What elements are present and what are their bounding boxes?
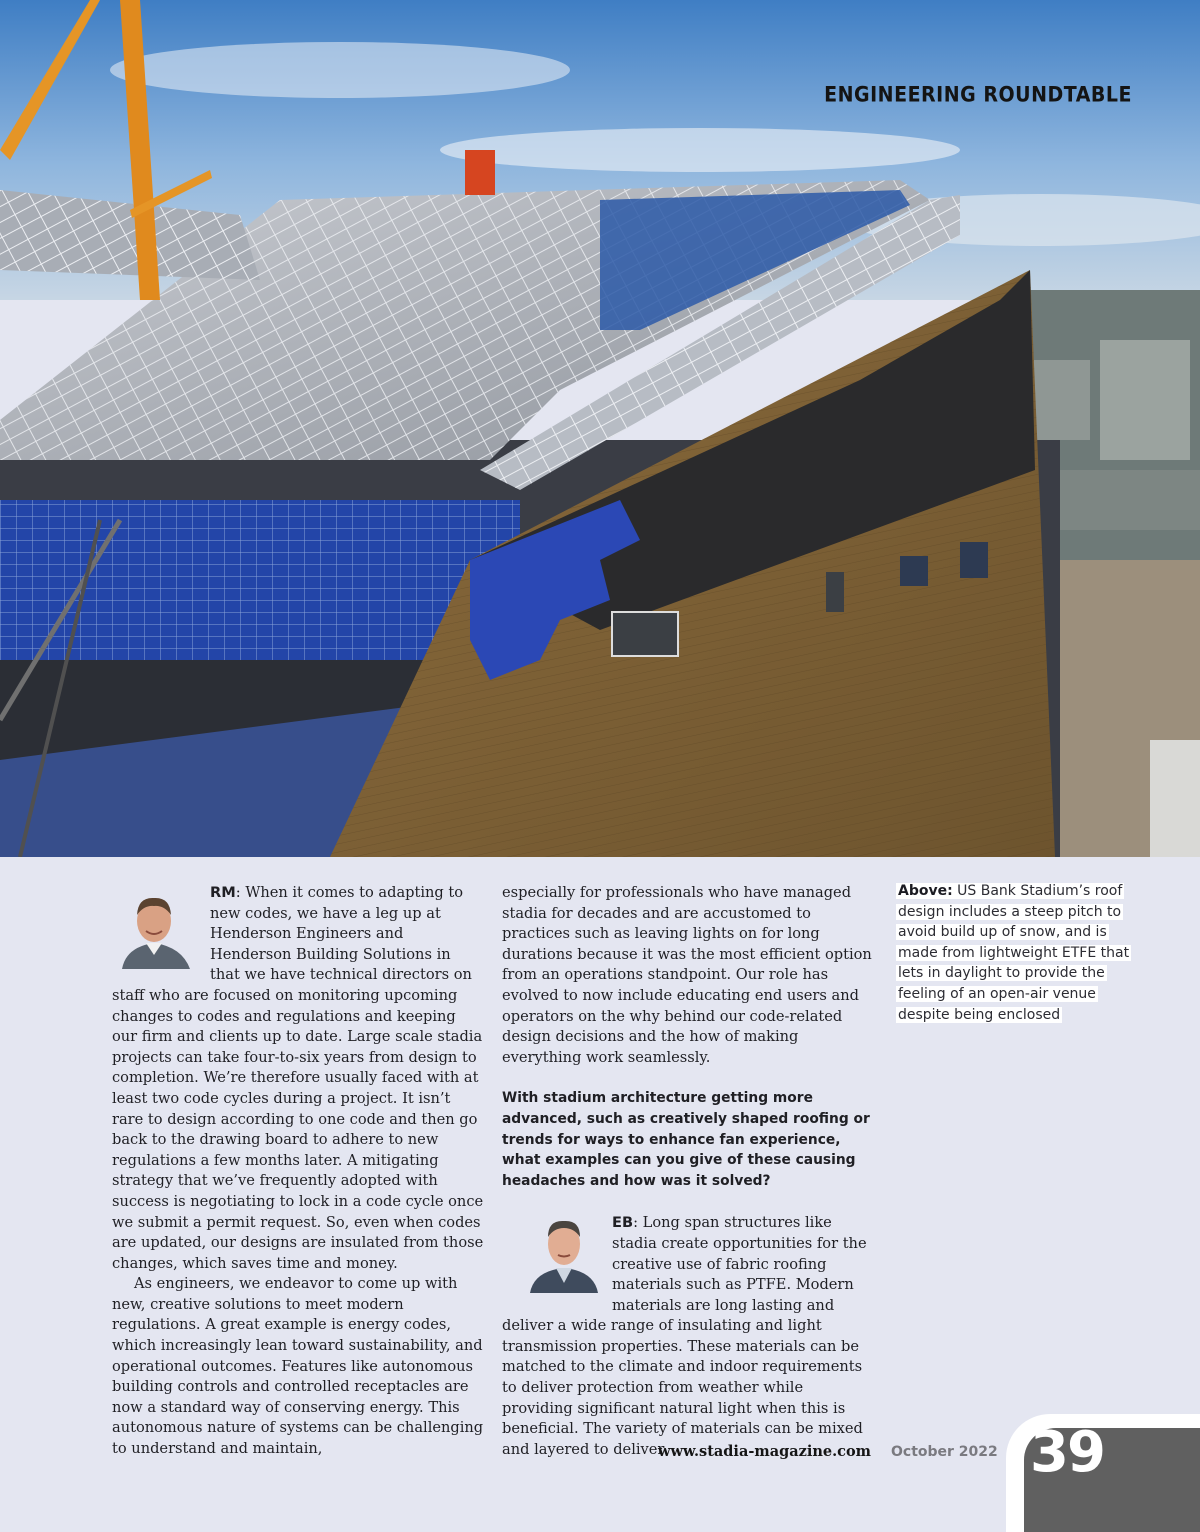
rm-headshot	[112, 889, 200, 969]
eb-portrait-icon	[526, 1213, 602, 1293]
interview-question: With stadium architecture getting more advanced, such as creatively shaped roofing or trends for ways to enhance fan experience, what examples can you give of these causing headaches and how was it solved?	[502, 1090, 870, 1189]
caption-label: Above:	[898, 883, 953, 899]
footer-website-link[interactable]: www.stadia-magazine.com	[658, 1443, 872, 1460]
article-column-2	[502, 883, 878, 1460]
caption-text: US Bank Stadium’s roof design includes a steep pitch to avoid build up of snow, and is made from lightweight ETFE that lets in daylight to provide the feeling of an open-air venue despite being enclosed	[898, 883, 1130, 1023]
rm-paragraph-1: : When it comes to adapting to new codes, we have a leg up at Henderson Engineers and Henderson Building Solutions in that we have technical directors on staff who are focused on monitoring upcoming changes to codes and regulations and keeping our firm and clients up to date. Large scale stadia projects can take four-to-six years from design to completion. We’re therefore usually faced with at least two code cycles during a project. It isn’t rare to design according to one code and then go back to the drawing board to adhere to new regulations a few months later. A mitigating strategy that we’ve frequently adopted with success is negotiating to lock in a code cycle once we submit a permit request. So, even when codes are updated, our designs are insulated from those changes, which saves time and money.	[112, 884, 484, 1272]
rm-paragraph-2: As engineers, we endeavor to come up with new, creative solutions to meet modern regulations. A great example is energy codes, which increasingly lean toward sustainability, and operational outcomes. Features like autonomous building controls and controlled receptacles are now a standard way of conserving energy. This autonomous nature of systems can be challenging to understand and maintain,	[112, 1275, 484, 1458]
section-tag: ENGINEERING ROUNDTABLE	[824, 82, 1132, 108]
eb-paragraph-1: : Long span structures like stadia create opportunities for the creative use of fabric roofing materials such as PTFE. Modern materials are long lasting and deliver a wide range of insulating and light transmission properties. These materials can be matched to the climate and indoor requirements to deliver protection from weather while providing significant natural light when this is beneficial. The variety of materials can be mixed and layered to deliver	[502, 1214, 867, 1458]
rm-paragraph-3: especially for professionals who have managed stadia for decades and are accustomed to practices such as leaving lights on for long durations because it was the most efficient option from an operations standpoint. Our role has evolved to now include educating end users and operators on the why behind our code-related design decisions and the how of making everything work seamlessly.	[502, 884, 872, 1066]
rm-portrait-icon	[112, 889, 200, 969]
eb-speaker-label: EB	[612, 1214, 634, 1232]
footer-issue-date: October 2022	[891, 1444, 998, 1460]
eb-headshot	[526, 1213, 602, 1293]
article-column-1	[112, 883, 484, 1460]
photo-caption	[896, 881, 1140, 1025]
rm-speaker-label: RM	[210, 884, 236, 901]
page-number: 39	[1030, 1420, 1104, 1485]
